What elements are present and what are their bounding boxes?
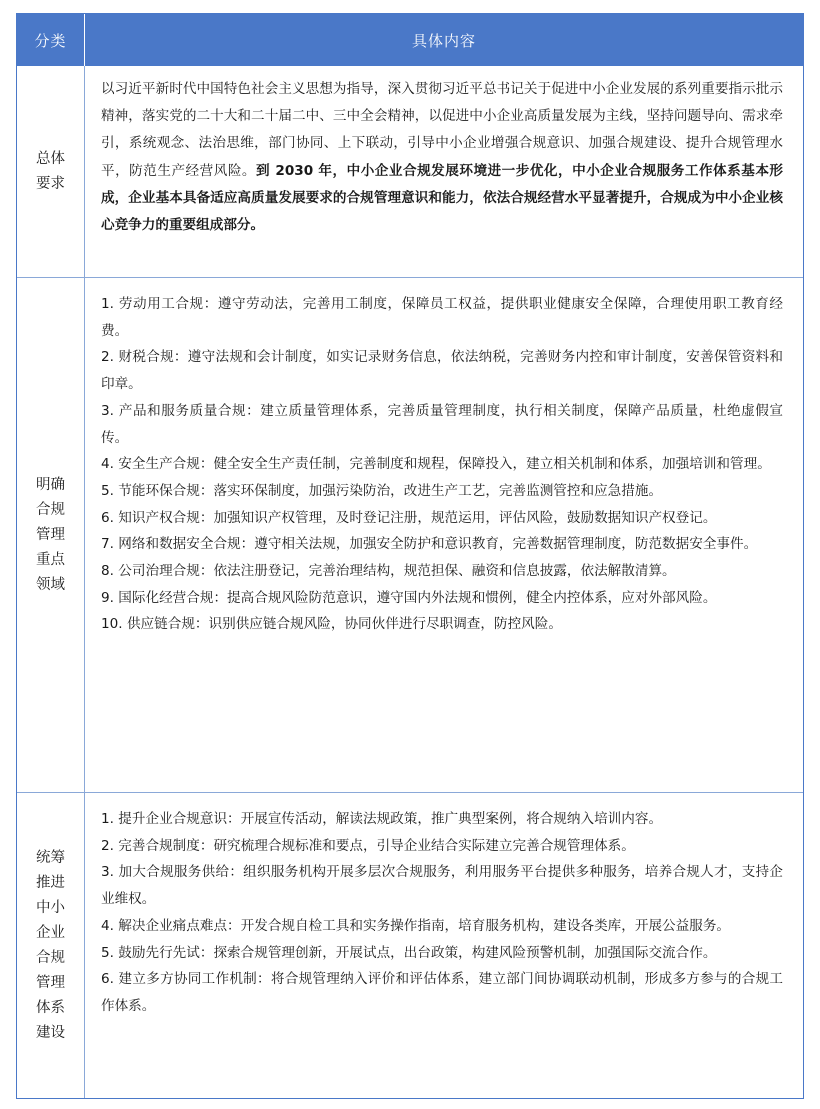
overall-text-bold: 到 2030 年，中小企业合规发展环境进一步优化，中小企业合规服务工作体系基本形成，企业基本具备适应高质量发展要求的合规管理意识和能力，依法合规经营水平显著提升，合规成为中小企业核心竞争力的重要组成部分。 [101,162,784,234]
category-line: 体系 [36,999,65,1016]
list-item: 6. 知识产权合规：加强知识产权管理，及时登记注册，规范运用，评估风险，鼓励数据知识产权登记。 [101,509,717,526]
list-item: 3. 产品和服务质量合规：建立质量管理体系，完善质量管理制度，执行相关制度，保障产品质量，杜绝虚假宣传。 [101,402,783,446]
category-cell [17,277,85,792]
category-line: 管理 [36,526,65,543]
list-item: 1. 提升企业合规意识：开展宣传活动，解读法规政策，推广典型案例，将合规纳入培训内容。 [101,811,663,827]
list-item: 9. 国际化经营合规：提高合规风险防范意识，遵守国内外法规和惯例，健全内控体系，应对外部风险。 [101,589,717,606]
list-item: 8. 公司治理合规：依法注册登记，完善治理结构，规范担保、融资和信息披露，依法解散清算。 [101,563,676,580]
header-category: 分类 [17,14,85,66]
list-item: 5. 鼓励先行先试：探索合规管理创新，开展试点，出台政策，构建风险预警机制，加强国际交流合作。 [101,944,717,961]
category-line: 重点 [36,551,65,568]
list-item: 2. 财税合规：遵守法规和会计制度，如实记录财务信息，依法纳税，完善财务内控和审计制度，安善保管资料和印章。 [101,349,783,393]
category-line: 管理 [36,974,65,991]
category-cell [17,66,85,277]
header-content: 具体内容 [85,14,803,66]
category-line: 明确 [36,476,65,493]
category-line: 合规 [36,949,65,966]
policy-table [16,13,804,1099]
content-cell [85,277,803,792]
category-line: 企业 [36,924,65,941]
list-item: 6. 建立多方协同工作机制：将合规管理纳入评价和评估体系，建立部门间协调联动机制，形成多方参与的合规工作体系。 [101,971,783,1014]
category-line: 总体 [36,150,65,167]
category-line: 中小 [36,899,65,916]
list-item: 1. 劳动用工合规：遵守劳动法，完善用工制度，保障员工权益，提供职业健康安全保障，合理使用职工教育经费。 [101,296,783,339]
category-line: 领域 [36,576,65,593]
category-line: 要求 [36,175,65,192]
list-item: 3. 加大合规服务供给：组织服务机构开展多层次合规服务，利用服务平台提供多种服务，培养合规人才，支持企业维权。 [101,864,783,908]
list-item: 4. 解决企业痛点难点：开发合规自检工具和实务操作指南，培育服务机构，建设各类库，开展公益服务。 [101,917,731,934]
content-cell [85,792,803,1098]
category-line: 合规 [36,501,65,518]
content-cell [85,66,803,277]
overall-text-normal: 以习近平新时代中国特色社会主义思想为指导，深入贯彻习近平总书记关于促进中小企业发展的系列重要指示批示精神，落实党的二十大和二十届二中、三中全会精神，以促进中小企业高质量发展为主线，坚持问题导向、需求牵引，系统观念、法治思维，部门协同、上下联动，引导中小企业增强合规意识、加强合规建设、提升合规管理水平，防范生产经营风险。 [101,81,783,179]
list-item: 4. 安全生产合规：健全安全生产责任制，完善制度和规程，保障投入，建立相关机制和体系，加强培训和管理。 [101,456,771,473]
category-line: 建设 [36,1024,65,1041]
list-item: 10. 供应链合规：识别供应链合规风险，协同伙伴进行尽职调查，防控风险。 [101,616,562,633]
list-item: 7. 网络和数据安全合规：遵守相关法规，加强安全防护和意识教育，完善数据管理制度，防范数据安全事件。 [101,536,758,553]
category-cell [17,792,85,1098]
list-item: 5. 节能环保合规：落实环保制度，加强污染防治，改进生产工艺，完善监测管控和应急措施。 [101,482,663,499]
category-line: 推进 [36,874,65,891]
list-item: 2. 完善合规制度：研究梳理合规标准和要点，引导企业结合实际建立完善合规管理体系。 [101,837,635,854]
category-line: 统筹 [36,849,65,866]
overall-text [101,76,783,239]
